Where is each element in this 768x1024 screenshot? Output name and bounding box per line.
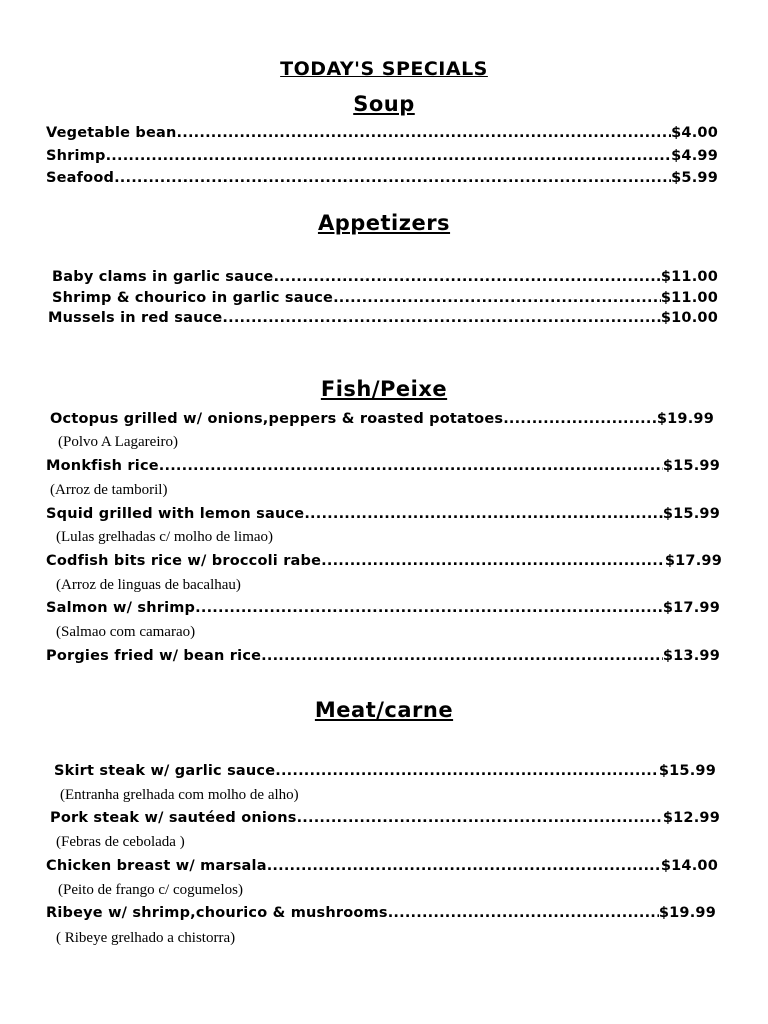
item-price: $17.99 [662,600,720,616]
appetizers-heading: Appetizers [317,211,451,235]
item-price: $12.99 [662,810,720,826]
item-price: $13.99 [662,648,720,664]
item-price: $15.99 [662,506,720,522]
leader-dots [114,170,671,186]
leader-dots [275,763,659,779]
menu-item [46,170,718,186]
leader-dots [195,600,663,616]
menu-item [46,858,718,874]
soup-heading: Soup [353,92,415,116]
item-name: Codfish bits rice w/ broccoli rabe [46,553,322,569]
leader-dots [503,411,657,427]
leader-dots [177,125,672,141]
item-name: Squid grilled with lemon sauce [46,506,305,522]
menu-item [46,648,720,664]
leader-dots [321,553,665,569]
menu-item [46,600,720,616]
menu-item [46,458,720,474]
item-translation: (Arroz de linguas de bacalhau) [56,577,241,593]
menu-item [46,553,722,569]
menu-item [46,905,716,921]
item-price: $19.99 [658,905,716,921]
menu-item [50,411,714,427]
leader-dots [304,506,663,522]
item-translation: (Arroz de tamboril) [50,482,168,498]
item-name: Salmon w/ shrimp [46,600,196,616]
item-name: Skirt steak w/ garlic sauce [54,763,276,779]
item-name: Chicken breast w/ marsala [46,858,267,874]
menu-item [54,763,716,779]
leader-dots [333,290,661,306]
item-name: Shrimp [46,148,106,164]
item-translation: (Lulas grelhadas c/ molho de limao) [56,529,274,545]
leader-dots [267,858,661,874]
menu-item [48,310,718,326]
item-name: Mussels in red sauce [48,310,223,326]
item-name: Shrimp & chourico in garlic sauce [52,290,334,306]
item-name: Monkfish rice [46,458,159,474]
item-name: Pork steak w/ sautéed onions [50,810,297,826]
item-price: $10.00 [660,310,718,326]
leader-dots [159,458,663,474]
item-price: $14.00 [660,858,718,874]
leader-dots [106,148,672,164]
item-price: $4.99 [671,148,718,164]
item-name: Ribeye w/ shrimp,chourico & mushrooms [46,905,388,921]
item-translation: (Febras de cebolada ) [56,834,185,850]
menu-item [46,148,718,164]
item-translation: (Polvo A Lagareiro) [58,434,178,450]
item-translation: (Salmao com camarao) [56,624,196,640]
item-price: $11.00 [660,269,718,285]
item-translation: (Entranha grelhada com molho de alho) [60,787,299,803]
menu-item [52,269,718,285]
item-name: Octopus grilled w/ onions,peppers & roasted potatoes [50,411,504,427]
menu-item [52,290,718,306]
item-price: $4.00 [671,125,718,141]
leader-dots [261,648,663,664]
item-name: Vegetable bean [46,125,177,141]
item-translation: (Peito de frango c/ cogumelos) [58,882,243,898]
item-name: Seafood [46,170,115,186]
menu-item [46,506,720,522]
fish-heading: Fish/Peixe [320,377,448,401]
item-price: $17.99 [664,553,722,569]
item-price: $5.99 [671,170,718,186]
item-name: Porgies fried w/ bean rice [46,648,262,664]
leader-dots [297,810,663,826]
item-price: $15.99 [658,763,716,779]
item-translation: ( Ribeye grelhado a chistorra) [56,930,236,946]
leader-dots [273,269,660,285]
menu-item [50,810,720,826]
meat-heading: Meat/carne [314,698,454,722]
item-price: $19.99 [656,411,714,427]
item-price: $15.99 [662,458,720,474]
leader-dots [222,310,660,326]
leader-dots [388,905,659,921]
menu-item [46,125,718,141]
item-price: $11.00 [660,290,718,306]
item-name: Baby clams in garlic sauce [52,269,274,285]
page-title: TODAY'S SPECIALS [280,58,488,80]
